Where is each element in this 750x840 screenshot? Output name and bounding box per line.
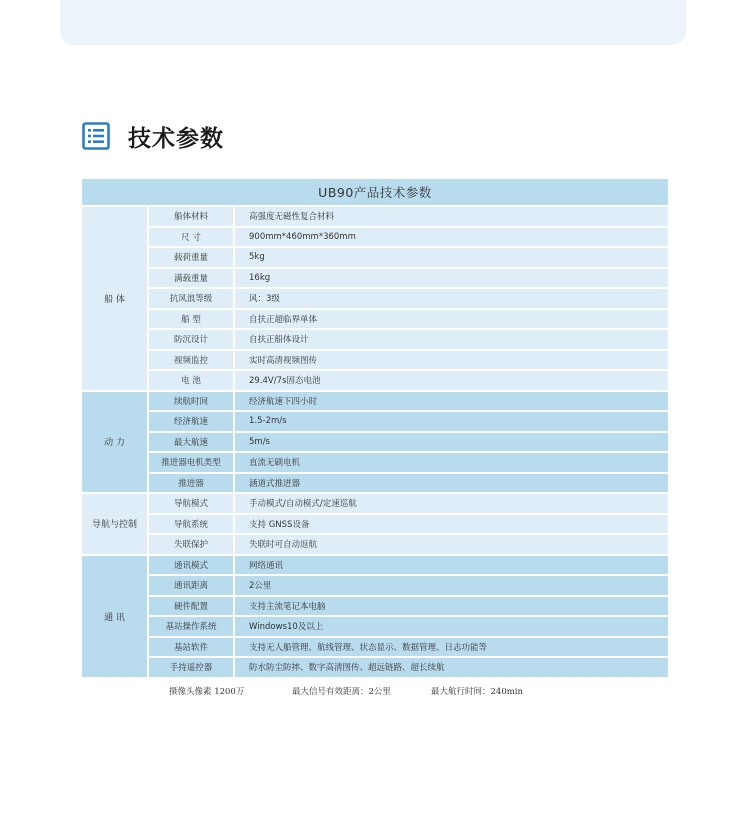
param-value: 网络通讯 (235, 556, 668, 575)
param-name: 防沉设计 (149, 330, 233, 349)
table-row (149, 658, 668, 677)
spec-group (82, 556, 668, 677)
table-row (149, 392, 668, 411)
group-rows (149, 392, 668, 493)
param-name: 最大航速 (149, 433, 233, 452)
table-row (149, 371, 668, 390)
param-name: 抗风浪等级 (149, 289, 233, 308)
param-name: 船 型 (149, 310, 233, 329)
param-value: 900mm*460mm*360mm (235, 228, 668, 247)
param-value: 失联时可自动返航 (235, 535, 668, 554)
param-value: 直流无刷电机 (235, 453, 668, 472)
param-name: 尺 寸 (149, 228, 233, 247)
param-name: 续航时间 (149, 392, 233, 411)
param-value: 1.5-2m/s (235, 412, 668, 431)
param-value: 经济航速下四小时 (235, 392, 668, 411)
table-title: UB90产品技术参数 (82, 179, 668, 205)
param-value: 2公里 (235, 576, 668, 595)
param-value: 支持主流笔记本电脑 (235, 597, 668, 616)
table-row (149, 412, 668, 431)
param-name: 基站软件 (149, 638, 233, 657)
param-value: Windows10及以上 (235, 617, 668, 636)
table-row (149, 310, 668, 329)
table-row (149, 617, 668, 636)
table-row (149, 330, 668, 349)
section-heading (82, 120, 224, 152)
param-name: 满载重量 (149, 269, 233, 288)
param-value: 手动模式/自动模式/定速巡航 (235, 494, 668, 513)
param-name: 通讯距离 (149, 576, 233, 595)
footer-signal-range: 最大信号有效距离：2公里 (292, 687, 391, 697)
top-banner (60, 0, 686, 45)
param-value: 29.4V/7s固态电池 (235, 371, 668, 390)
param-name: 经济航速 (149, 412, 233, 431)
table-row (149, 269, 668, 288)
group-rows (149, 207, 668, 390)
param-name: 硬件配置 (149, 597, 233, 616)
param-name: 手持遥控器 (149, 658, 233, 677)
table-row (149, 248, 668, 267)
group-label: 动 力 (82, 392, 147, 493)
param-name: 基站操作系统 (149, 617, 233, 636)
table-row (149, 576, 668, 595)
spec-table (82, 179, 668, 677)
table-row (149, 494, 668, 513)
spec-group (82, 392, 668, 493)
table-row (149, 207, 668, 226)
group-rows (149, 494, 668, 554)
param-name: 载荷重量 (149, 248, 233, 267)
param-name: 推进器 (149, 474, 233, 493)
param-name: 导航模式 (149, 494, 233, 513)
param-value: 支持无人船管理、航线管理、状态显示、数据管理、日志功能等 (235, 638, 668, 657)
table-row (149, 453, 668, 472)
group-rows (149, 556, 668, 677)
table-row (149, 289, 668, 308)
spec-groups (82, 207, 668, 677)
footer-sail-time: 最大航行时间：240min (431, 687, 523, 697)
section-title: 技术参数 (128, 125, 224, 152)
param-value: 自扶正船体设计 (235, 330, 668, 349)
param-name: 船体材料 (149, 207, 233, 226)
table-row (149, 515, 668, 534)
table-row (149, 228, 668, 247)
table-row (149, 638, 668, 657)
table-row (149, 433, 668, 452)
param-value: 风：3级 (235, 289, 668, 308)
param-name: 导航系统 (149, 515, 233, 534)
param-name: 通讯模式 (149, 556, 233, 575)
param-value: 支持 GNSS设备 (235, 515, 668, 534)
footer-camera: 摄像头像素 1200万 (169, 687, 245, 697)
param-value: 实时高清视频图传 (235, 351, 668, 370)
param-value: 5kg (235, 248, 668, 267)
group-label: 导航与控制 (82, 494, 147, 554)
param-name: 电 池 (149, 371, 233, 390)
table-row (149, 351, 668, 370)
param-value: 自扶正超临界单体 (235, 310, 668, 329)
table-row (149, 535, 668, 554)
spec-group (82, 207, 668, 390)
spec-group (82, 494, 668, 554)
param-value: 5m/s (235, 433, 668, 452)
group-label: 船 体 (82, 207, 147, 390)
param-name: 失联保护 (149, 535, 233, 554)
param-value: 涵道式推进器 (235, 474, 668, 493)
table-row (149, 474, 668, 493)
table-row (149, 597, 668, 616)
param-name: 推进器电机类型 (149, 453, 233, 472)
group-label: 通 讯 (82, 556, 147, 677)
param-value: 防水防尘防摔、数字高清图传、超远链路、超长续航 (235, 658, 668, 677)
table-row (149, 556, 668, 575)
param-name: 视频监控 (149, 351, 233, 370)
param-value: 高强度无磁性复合材料 (235, 207, 668, 226)
list-icon (82, 122, 110, 150)
param-value: 16kg (235, 269, 668, 288)
